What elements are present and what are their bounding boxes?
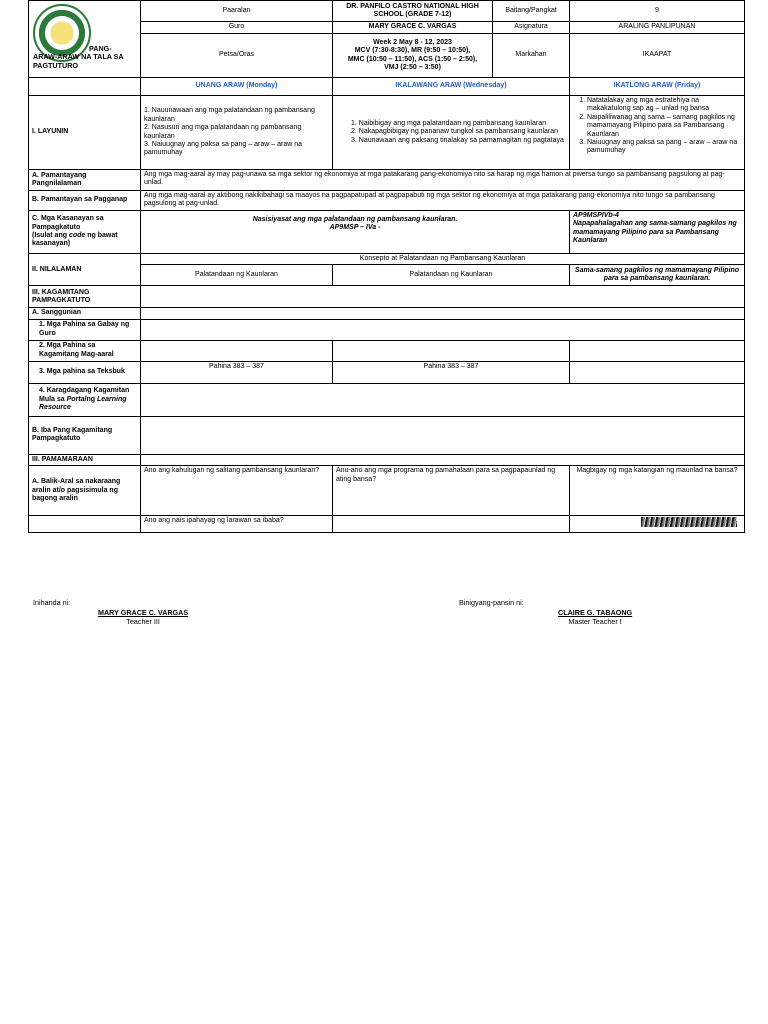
lesson-plan-table — [28, 0, 745, 533]
nilalaman-label: II. NILALAMAN — [29, 254, 141, 286]
layunin-wednesday: 1. Naibibigay ang mga palatandaan ng pambansang kaunlaran 2. Nakapagbibigay ng pananaw tungkol sa pambansang kaunlaran 3. Naunawaan ang paksang tinalakay sa pamamagitan ng pagtataya — [333, 96, 570, 170]
nilalaman-monday: Palatandaan ng Kaunlaran — [141, 265, 333, 286]
day-heading-wednesday: IKALAWANG ARAW (Wednesday) — [333, 78, 570, 96]
teksbuk-wednesday: Pahina 383 – 387 — [333, 361, 570, 383]
nilalaman-konsepto: Konsepto at Palatandaan ng Pambansang Kaunlaran — [141, 254, 745, 265]
nilalaman-friday: Sama-samang pagkilos ng mamamayang Pilipino para sa pambansang kaunlaran. — [570, 265, 745, 286]
kasanayan-friday: AP9MSPIVb-4 Napapahalagahan ang sama-samang pagkilos ng mamamayang Pilipino para sa Pambansang Kaunlaran — [570, 211, 745, 254]
next-monday: Ano ang nais ipahayag ng larawan sa ibaba? — [141, 516, 333, 533]
binigyang-label: Binigyang-pansin ni: — [459, 598, 524, 607]
petsa-value: Week 2 May 8 - 12, 2023 MCV (7:30-8:30), MR (9:50 – 10:50), MMC (10:50 – 11:50), ACS (1:50 – 2:50), VMJ (2:50 – 3:50) — [333, 34, 493, 78]
balik-aral-friday: Magbigay ng mga katangian ng maunlad na bansa? — [570, 466, 745, 516]
baitang-label: Baitang/Pangkat — [493, 1, 570, 22]
kasanayan-label: C. Mga Kasanayan sa Pampagkatuto (Isulat ang code ng bawat kasanayan) — [29, 211, 141, 254]
friday-picture-cell — [570, 516, 745, 533]
kagamitang-label: 2. Mga Pahina sa Kagamitang Mag-aaral — [29, 340, 141, 361]
inihanda-title: Teacher III — [126, 617, 160, 626]
gabay-label: 1. Mga Pahina sa Gabay ng Guro — [29, 319, 141, 340]
teksbuk-monday: Pahina 383 – 387 — [141, 361, 333, 383]
pamantayang-pangnilalaman-text: Ang mga mag-aaral ay may pag-unawa sa mga sektor ng ekonomiya at mga patakarang pang-ekonomiya nito sa harap ng mga hamon at pwersa tungo sa pambansang pagsulong at pag-unlad. — [141, 170, 745, 191]
balik-aral-label: A. Balik-Aral sa nakaraang aralin at/o pagsisimula ng bagong aralin — [29, 466, 141, 516]
school-logo-cell — [29, 1, 141, 78]
inihanda-block — [98, 608, 188, 626]
balik-aral-monday: Ano ang kahulugan ng salitang pambansang kaunlaran? — [141, 466, 333, 516]
inihanda-name: MARY GRACE C. VARGAS — [98, 608, 189, 617]
guro-value: MARY GRACE C. VARGAS — [333, 22, 493, 34]
day-heading-friday: IKATLONG ARAW (Friday) — [570, 78, 745, 96]
photo-image — [641, 517, 737, 527]
kasanayan-mon-wed: Nasisiyasat ang mga palatandaan ng pambansang kaunlaran. AP9MSP – IVa - — [141, 211, 570, 254]
markahan-value: IKAAPAT — [570, 34, 745, 78]
day-heading-monday: UNANG ARAW (Monday) — [141, 78, 333, 96]
petsa-label: Petsa/Oras — [141, 34, 333, 78]
iba-pang-label: B. Iba Pang Kagamitang Pampagkatuto — [29, 416, 141, 454]
paaralan-value: DR. PANFILO CASTRO NATIONAL HIGH SCHOOL (GRADE 7-12) — [333, 1, 493, 22]
guro-label: Guro — [141, 22, 333, 34]
day-heading-empty — [29, 78, 141, 96]
sanggunian-label: A. Sanggunian — [29, 308, 141, 319]
asignatura-value: ARALING PANLIPUNAN — [570, 22, 745, 34]
markahan-label: Markahan — [493, 34, 570, 78]
inihanda-label: Inihanda ni: — [33, 598, 71, 607]
pamamaraan-label: III. PAMAMARAAN — [29, 454, 141, 465]
layunin-label: I. LAYUNIN — [29, 96, 141, 170]
karagdagang-label: 4. Karagdagang Kagamitan Mula sa Portalng Learning Resource — [29, 383, 141, 416]
balik-aral-wednesday: Anu-ano ang mga programa ng pamahalaan para sa pagpapaunlad ng ating bansa? — [333, 466, 570, 516]
pamantayan-pagganap-text: Ang mga mag-aaral ay aktibong nakikibahagi sa maayos na pagpapatupad at pagpapabuti ng mga sektor ng ekonomiya at mga patakarang pang-ekonomiya nito tungo sa pambansang pagsulong at pag-unlad. — [141, 191, 745, 211]
binigyang-title: Master Teacher I — [568, 617, 622, 626]
teksbuk-label: 3. Mga pahina sa Teksbuk — [29, 361, 141, 383]
baitang-value: 9 — [570, 1, 745, 22]
lesson-plan-page — [28, 0, 744, 533]
binigyang-block — [558, 608, 632, 626]
document-title: PANG- ARAW-ARAW NA TALA SA PAGTUTURO — [33, 44, 124, 70]
nilalaman-wednesday: Palatandaan ng Kaunlaran — [333, 265, 570, 286]
binigyang-name: CLAIRE G. TABAONG — [558, 608, 633, 617]
layunin-monday: 1. Nauunawaan ang mga palatandaan ng pambansang kaunlaran 2. Nasusuri ang mga palatandaan ng pambansang kaunlaran 3. Naiuugnay ang paksa sa pang – araw – araw na pamumuhay — [141, 96, 333, 170]
layunin-friday: 1. Natatalakay ang mga estratehiya na makakatulong sap ag – unlad ng bansa 2. Naipaliliwanag ang sama – samang pagkilos ng mamamayang Pilipino para sa Pambansang Kaunlaran 3. Naiuugnay ang paksa sa pang – araw – araw na pamumuhay — [570, 96, 745, 170]
asignatura-label: Asignatura — [493, 22, 570, 34]
pamantayang-pangnilalaman-label: A. Pamantayang Pangnilalaman — [29, 170, 141, 191]
kagamitan-label: III. KAGAMITANG PAMPAGKATUTO — [29, 286, 141, 308]
paaralan-label: Paaralan — [141, 1, 333, 22]
pamantayan-pagganap-label: B. Pamantayan sa Pagganap — [29, 191, 141, 211]
